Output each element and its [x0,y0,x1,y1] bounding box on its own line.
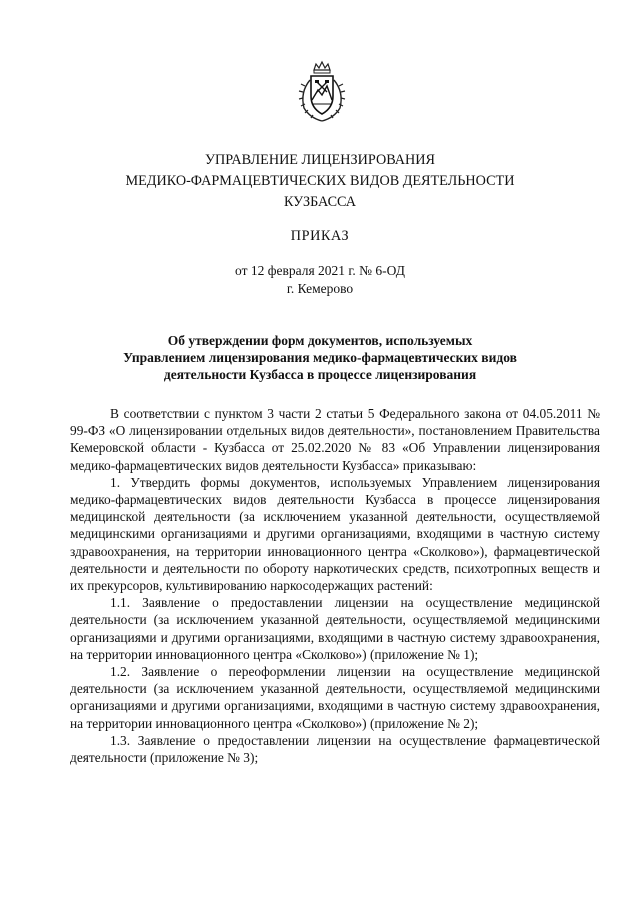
subject-line-3: деятельности Кузбасса в процессе лицензирования [163,367,477,382]
item-1-3-paragraph: 1.3. Заявление о предоставлении лицензии на осуществление фармацевтической деятельности (приложение № 3); [70,732,600,766]
document-type: ПРИКАЗ [290,228,350,244]
item-1-2-paragraph: 1.2. Заявление о переоформлении лицензии на осуществление медицинской деятельности (за исключением указанной деятельности, осуществляемой медицинскими организациями и другими организациями, входящими в частную систему здравоохранения, на территории инновационного центра «Сколково») (приложение № 2); [70,664,600,731]
order-details [60,262,580,298]
city-line: г. Кемерово [286,281,354,296]
organization-line-2: МЕДИКО-ФАРМАЦЕВТИЧЕСКИХ ВИДОВ ДЕЯТЕЛЬНОСТИ [125,173,515,189]
item-1-paragraph: 1. Утвердить формы документов, используемых Управлением лицензирования медико-фармацевтических видов деятельности Кузбасса в процессе лицензирования медицинской деятельности (за исключением указанной деятельности, осуществляемой медицинскими организациями и другими организациями, входящими в частную систему здравоохранения, на территории инновационного центра «Сколково»), фармацевтической деятельности и деятельности по обороту наркотических средств, психотропных веществ и их прекурсоров, культивированию наркосодержащих растений: [70,474,600,594]
date-line: от 12 февраля 2021 г. № 6-ОД [235,263,405,278]
organization-line-3: КУЗБАССА [283,194,357,210]
kuzbass-coat-of-arms-icon [296,60,348,124]
organization-line-1: УПРАВЛЕНИЕ ЛИЦЕНЗИРОВАНИЯ [205,152,435,168]
order-body [70,405,600,766]
organization-header [60,150,580,213]
preamble-paragraph: В соответствии с пунктом 3 части 2 статьи 5 Федерального закона от 04.05.2011 № 99-ФЗ «О лицензировании отдельных видов деятельности», постановлением Правительства Кемеровской области - Кузбасса от 25.02.2020 № 83 «Об Управлении лицензирования медико-фармацевтических видов деятельности Кузбасса» приказываю: [70,406,600,473]
subject-line-1: Об утверждении форм документов, используемых [167,333,473,348]
order-subject [60,332,580,383]
item-1-1-paragraph: 1.1. Заявление о предоставлении лицензии на осуществление медицинской деятельности (за исключением указанной деятельности, осуществляемой медицинскими организациями и другими организациями, входящими в частную систему здравоохранения, на территории инновационного центра «Сколково») (приложение № 1); [70,595,600,662]
subject-line-2: Управлением лицензирования медико-фармацевтических видов [123,350,517,365]
